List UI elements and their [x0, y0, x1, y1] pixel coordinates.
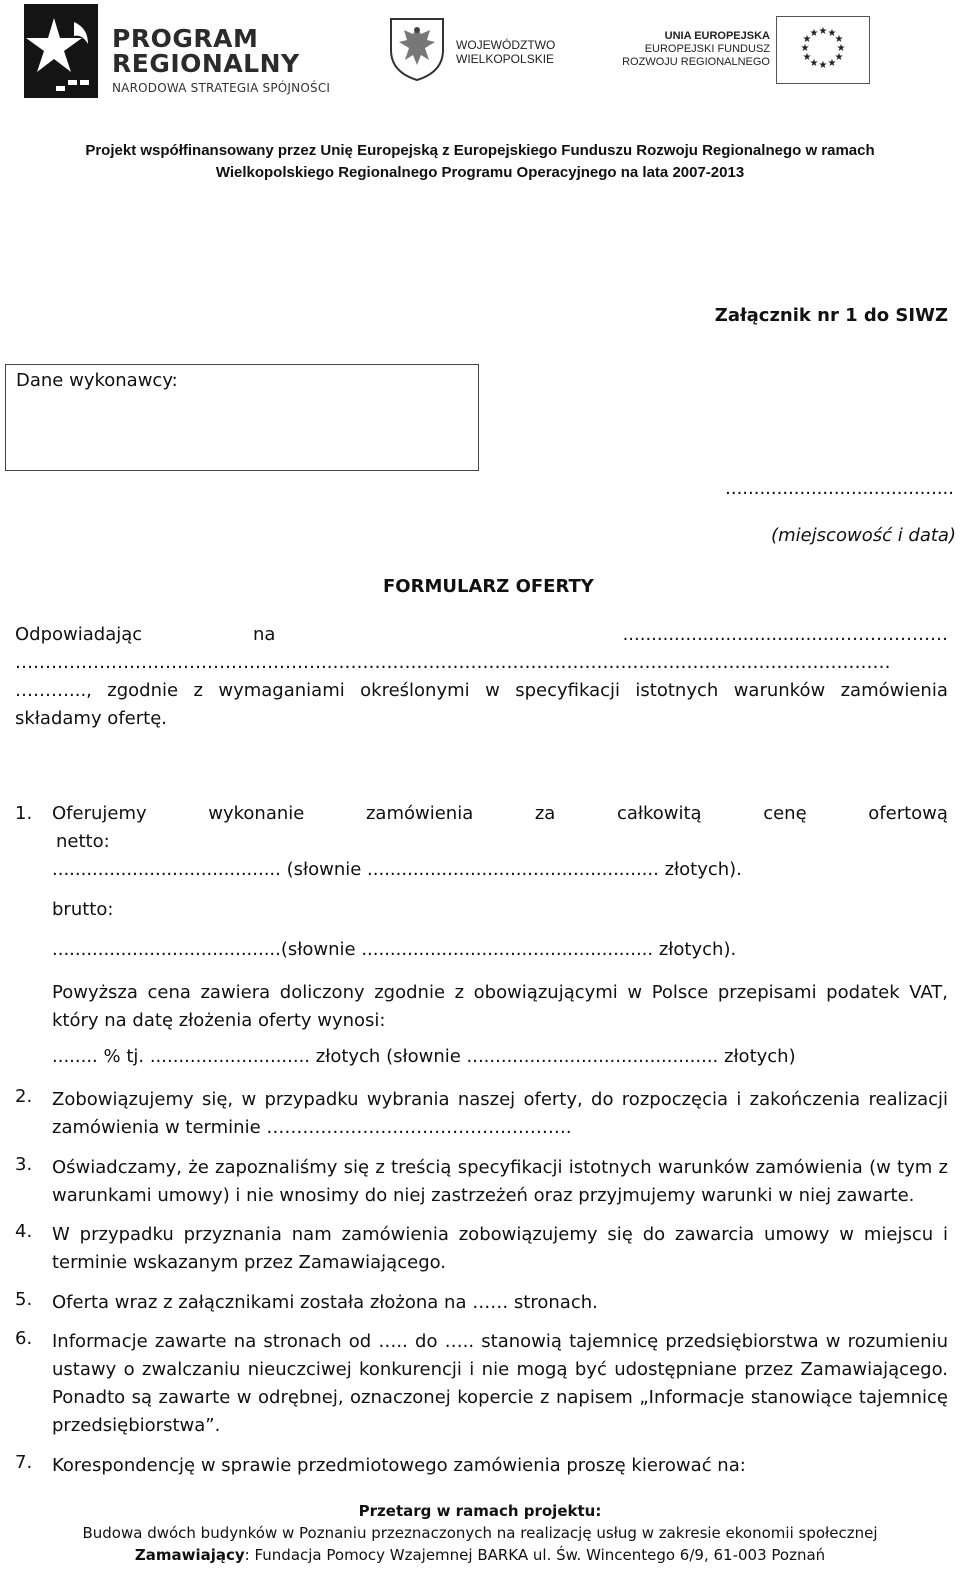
- cofinancing-line1: Projekt współfinansowany przez Unię Europejską z Europejskiego Funduszu Rozwoju Regionalnego w ramach: [85, 142, 875, 159]
- brutto-price-line[interactable]: ........................................(słownie ................................................... złotych).: [52, 939, 737, 960]
- intro-line-3: [15, 680, 948, 701]
- item-4-number: 4.: [15, 1221, 33, 1242]
- intro-line-4: składamy ofertę.: [15, 708, 167, 729]
- svg-text:★: ★: [802, 34, 812, 45]
- wojewodztwo-logo: [388, 16, 588, 86]
- ue-line3: ROZWOJU REGIONALNEGO: [622, 56, 770, 68]
- program-regionalny-logo: [18, 4, 333, 98]
- svg-text:★: ★: [827, 58, 837, 69]
- intro-l3-word: ………...,: [15, 680, 92, 701]
- intro-l3-word: z: [193, 680, 203, 701]
- footer-client: [0, 1546, 960, 1564]
- netto-label: netto:: [56, 831, 110, 852]
- item-5-text: Oferta wraz z załącznikami została złożona na …… stronach.: [52, 1292, 598, 1313]
- program-line2: REGIONALNY: [112, 49, 300, 78]
- netto-price-line[interactable]: ........................................ (słownie ................................................... złotych).: [52, 859, 742, 880]
- item-6-text: Informacje zawarte na stronach od ….. do ….. stanowią tajemnicę przedsiębiorstwa w rozumieniu ustawy o zwalczaniu nieuczciwej konkurencji i nie mogą być udostępniane przez Zamawiającego. Ponadto są zawarte w odrębnej, oznaczonej kopercie z napisem „Informacje stanowiące tajemnicę przedsiębiorstwa”.: [52, 1331, 948, 1436]
- svg-text:★: ★: [818, 26, 828, 37]
- place-date-dots: ........................................: [725, 478, 954, 499]
- intro-l3-word: istotnych: [635, 680, 719, 701]
- ue-line1: UNIA EUROPEJSKA: [664, 30, 770, 42]
- contractor-data-box[interactable]: [5, 364, 479, 471]
- item-1-number: 1.: [15, 803, 33, 824]
- vat-line[interactable]: ........ % tj. ............................ złotych (słownie ............................................ złotych): [52, 1046, 796, 1067]
- svg-text:★: ★: [818, 60, 828, 71]
- intro-l3-word: specyfikacji: [515, 680, 621, 701]
- intro-l3-word: warunków: [733, 680, 826, 701]
- svg-text:★: ★: [836, 43, 846, 54]
- item-1-word: ofertową: [868, 803, 948, 824]
- intro-dots-1: ......................................………………: [622, 624, 948, 645]
- place-date-label: (miejscowość i data): [771, 525, 956, 546]
- item-5-number: 5.: [15, 1289, 33, 1310]
- item-6-number: 6.: [15, 1328, 33, 1349]
- annex-title: Załącznik nr 1 do SIWZ: [714, 305, 948, 326]
- form-title: FORMULARZ OFERTY: [383, 576, 594, 597]
- svg-text:★: ★: [834, 34, 844, 45]
- item-1-word: całkowitą: [616, 803, 702, 824]
- footer-title: Przetarg w ramach projektu:: [358, 1502, 602, 1520]
- item-2-text: Zobowiązujemy się, w przypadku wybrania naszej oferty, do rozpoczęcia i zakończenia realizacji zamówienia w terminie ………………….……………….……….: [52, 1089, 948, 1138]
- ue-line2: EUROPEJSKI FUNDUSZ: [644, 43, 770, 55]
- program-regionalny-title: [112, 26, 300, 76]
- brutto-label: brutto:: [52, 899, 114, 920]
- item-3-text: Oświadczamy, że zapoznaliśmy się z treścią specyfikacji istotnych warunków zamówienia (w tym z warunkami umowy) i nie wnosimy do niej zastrzeżeń oraz przyjmujemy warunki w niej zawarte.: [52, 1157, 948, 1206]
- intro-l3-word: wymaganiami: [218, 680, 345, 701]
- item-1-word: wykonanie: [208, 803, 305, 824]
- intro-l3-word: określonymi: [360, 680, 470, 701]
- svg-text:★: ★: [809, 58, 819, 69]
- svg-text:★: ★: [827, 28, 837, 39]
- item-1-word: Oferujemy: [52, 803, 147, 824]
- item-1-line-1: [52, 803, 948, 824]
- eu-flag-icon: [776, 16, 870, 84]
- item-4-text: W przypadku przyznania nam zamówienia zobowiązujemy się do zawarcia umowy w miejscu i terminie wskazanym przez Zamawiającego.: [52, 1224, 948, 1273]
- ue-logo: [600, 16, 870, 86]
- item-1-word: za: [534, 803, 556, 824]
- svg-text:★: ★: [800, 43, 810, 54]
- item-1-word: zamówienia: [365, 803, 474, 824]
- logo-band: [10, 0, 860, 100]
- svg-text:★: ★: [802, 52, 812, 63]
- intro-dots-2: ……………………………………………..…………………………………………………………………………………: [15, 652, 891, 673]
- program-regionalny-star-icon: [24, 4, 98, 98]
- ue-text: [590, 30, 770, 69]
- footer-client-text: : Fundacja Pomocy Wzajemnej BARKA ul. Św. Wincentego 6/9, 61-003 Poznań: [244, 1546, 826, 1564]
- item-7-text: Korespondencję w sprawie przedmiotowego zamówienia proszę kierować na:: [52, 1455, 746, 1476]
- svg-text:★: ★: [809, 28, 819, 39]
- item-2-number: 2.: [15, 1086, 33, 1107]
- intro-word-1: Odpowiadając: [15, 624, 143, 645]
- cofinancing-line2: Wielkopolskiego Regionalnego Programu Operacyjnego na lata 2007-2013: [215, 164, 745, 181]
- footer-client-label: Zamawiający: [134, 1546, 245, 1564]
- contractor-label: Dane wykonawcy:: [16, 370, 178, 391]
- program-subtitle: NARODOWA STRATEGIA SPÓJNOŚCI: [112, 81, 331, 95]
- footer-project: Budowa dwóch budynków w Poznaniu przeznaczonych na realizację usług w zakresie ekonomii społecznej: [82, 1524, 878, 1542]
- intro-l3-word: zamówienia: [840, 680, 948, 701]
- item-7-number: 7.: [15, 1452, 33, 1473]
- woj-line2: WIELKOPOLSKIE: [456, 52, 555, 66]
- program-line1: PROGRAM: [112, 24, 259, 53]
- eagle-shield-icon: [388, 16, 446, 82]
- intro-l3-word: zgodnie: [107, 680, 179, 701]
- intro-l3-word: w: [485, 680, 500, 701]
- intro-word-2: na: [253, 624, 276, 645]
- item-3-number: 3.: [15, 1154, 33, 1175]
- vat-text: Powyższa cena zawiera doliczony zgodnie z obowiązującymi w Polsce przepisami podatek VAT, który na datę złożenia oferty wynosi:: [52, 982, 948, 1031]
- svg-text:★: ★: [834, 52, 844, 63]
- woj-line1: WOJEWÓDZTWO: [456, 38, 556, 52]
- item-1-word: cenę: [763, 803, 807, 824]
- wojewodztwo-text: [456, 38, 555, 66]
